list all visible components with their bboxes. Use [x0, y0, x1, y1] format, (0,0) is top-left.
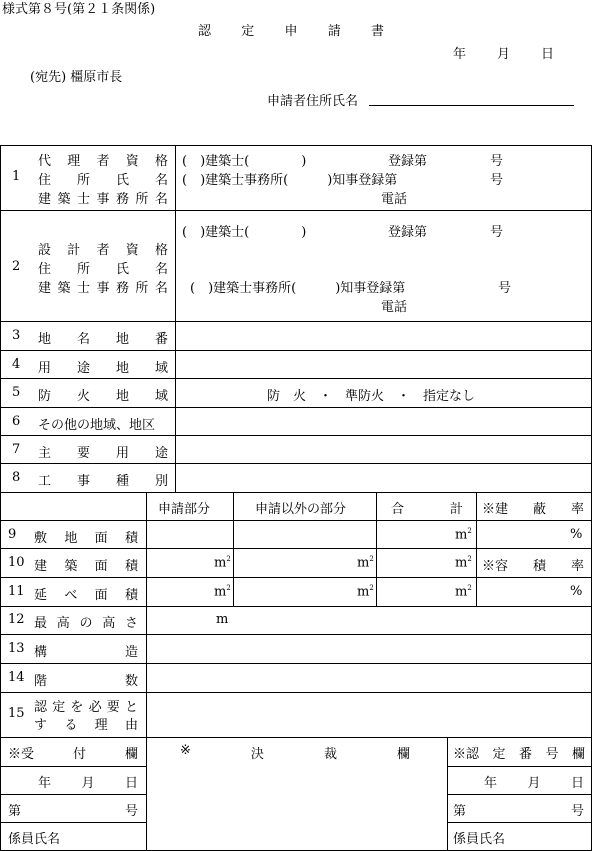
row-label	[38, 470, 168, 489]
hdr-char-4: 欄	[571, 747, 585, 762]
label-char-6: 名	[154, 281, 168, 296]
label-char-1: 途	[76, 361, 90, 376]
row-number: 7	[12, 442, 21, 457]
site-area-unit: $m^2$	[455, 527, 472, 543]
designer-office-no: 号	[498, 281, 512, 296]
hdr-char-0: ※認	[453, 747, 480, 762]
agent-office-label	[38, 188, 168, 207]
hdr-char-2: 率	[570, 502, 584, 517]
row-label: その他の地域、地区	[38, 418, 156, 433]
decision-header	[180, 743, 410, 762]
cert-staff: 係員氏名	[453, 832, 506, 847]
applicant-signature-line[interactable]	[369, 105, 574, 106]
cert-date	[484, 772, 584, 791]
row-number: 4	[12, 357, 21, 372]
date-line	[453, 43, 554, 62]
label-char-0: 認	[34, 700, 48, 715]
label-char-3: 積	[124, 588, 138, 603]
row-number: 6	[12, 414, 21, 429]
label-char-2: 地	[115, 332, 129, 347]
label-char-4: 要	[106, 700, 120, 715]
floors-label	[34, 670, 138, 689]
label-char-4: 務	[115, 192, 129, 207]
title-char-3: 請	[327, 24, 341, 39]
row-number: 5	[12, 385, 21, 400]
num-char-0: 第	[453, 804, 467, 819]
label-char-1: 数	[124, 674, 138, 689]
hdr-char-3: 号	[545, 747, 559, 762]
row-label	[38, 357, 168, 376]
label-char-0: 敷	[34, 531, 48, 546]
label-char-2: を	[70, 700, 84, 715]
label-char-3: 事	[96, 192, 110, 207]
reason-label-1	[34, 696, 138, 715]
label-char-0: ※容	[482, 559, 509, 574]
num-char-0: 第	[8, 804, 22, 819]
label-char-3: 事	[96, 281, 110, 296]
label-char-3: 途	[154, 446, 168, 461]
row-number: 9	[8, 527, 17, 542]
designer-phone-label: 電話	[381, 300, 408, 315]
date-char-0: 年	[453, 47, 467, 62]
label-char-5: 所	[135, 281, 149, 296]
num-char-1: 号	[570, 804, 584, 819]
label-char-3: 域	[154, 361, 168, 376]
label-char-0: 地	[38, 332, 52, 347]
label-char-4: さ	[124, 616, 138, 631]
label-char-2: 面	[94, 531, 108, 546]
building-applied-unit: $m^2$	[214, 555, 231, 571]
label-char-4: 務	[115, 281, 129, 296]
designer-architect-line: ( )建築士( )	[182, 225, 307, 240]
label-char-0: 最	[34, 616, 48, 631]
label-char-0: 建	[34, 559, 48, 574]
row-label	[38, 442, 168, 461]
label-char-3: 域	[154, 389, 168, 404]
label-char-0: 建	[38, 281, 52, 296]
label-char-2: 士	[76, 281, 90, 296]
designer-office-line: ( )建築士事務所( )知事登録第	[190, 281, 406, 296]
label-char-0: 防	[38, 389, 52, 404]
row-number: 15	[8, 706, 25, 721]
agent-office-line: ( )建築士事務所( )知事登録第	[182, 173, 398, 188]
applicant-label: 申請者住所氏名	[267, 94, 359, 109]
hdr-char-0: ※建	[482, 502, 509, 517]
building-area-label	[34, 555, 138, 574]
form-number: 様式第８号(第２１条関係)	[2, 2, 156, 17]
hdr-char-0: 合	[391, 502, 405, 517]
row-number: 10	[8, 555, 25, 570]
row-number: 1	[12, 169, 21, 184]
label-char-2: 氏	[115, 262, 129, 277]
hdr-char-1: 定	[492, 747, 506, 762]
label-char-2: 理	[94, 718, 108, 733]
label-char-5: 所	[135, 192, 149, 207]
max-height-unit: m	[216, 612, 229, 627]
label-char-5: と	[124, 700, 138, 715]
label-char-0: 用	[38, 361, 52, 376]
site-percent: %	[570, 527, 583, 542]
num-char-1: 号	[124, 804, 138, 819]
date-char-0: 年	[484, 776, 498, 791]
label-char-3: 別	[154, 474, 168, 489]
label-char-1: 要	[76, 446, 90, 461]
label-char-1: 名	[76, 332, 90, 347]
hdr-char-2: 番	[518, 747, 532, 762]
label-char-3: 由	[124, 718, 138, 733]
label-char-2: 地	[115, 389, 129, 404]
structure-label	[34, 641, 138, 660]
label-char-6: 名	[154, 192, 168, 207]
label-char-1: 所	[76, 262, 90, 277]
label-char-3: 必	[88, 700, 102, 715]
reception-date	[38, 772, 138, 791]
building-other-unit: $m^2$	[357, 555, 374, 571]
label-char-3: 資	[125, 154, 139, 169]
floor-area-label	[34, 584, 138, 603]
label-char-0: 主	[38, 446, 52, 461]
label-char-4: 格	[154, 154, 168, 169]
cert-number	[453, 800, 584, 819]
agent-architect-line: ( )建築士( )	[182, 154, 307, 169]
designer-office-label	[38, 277, 168, 296]
row-label	[38, 385, 168, 404]
row-number: 3	[12, 328, 21, 343]
row-number: 2	[12, 259, 21, 274]
reception-header	[8, 743, 138, 762]
label-char-3: 番	[154, 332, 168, 347]
hdr-char-0: ※受	[8, 747, 35, 762]
label-char-2: 地	[115, 361, 129, 376]
label-char-2: の	[79, 616, 93, 631]
label-char-0: 代	[38, 154, 52, 169]
label-char-1: 築	[64, 559, 78, 574]
floor-total-unit: $m^2$	[455, 584, 472, 600]
floor-applied-unit: $m^2$	[214, 584, 231, 600]
reason-label-2	[34, 714, 138, 733]
label-char-2: 面	[94, 588, 108, 603]
date-char-2: 日	[540, 47, 554, 62]
label-char-1: 所	[76, 173, 90, 188]
col-coverage	[482, 498, 584, 517]
hdr-char-1: 計	[449, 502, 463, 517]
row-number: 12	[8, 612, 25, 627]
date-char-2: 日	[570, 776, 584, 791]
label-char-2: 率	[570, 559, 584, 574]
reception-number	[8, 800, 138, 819]
label-char-3: 資	[125, 243, 139, 258]
agent-registration-no: 号	[490, 154, 504, 169]
label-char-4: 格	[154, 243, 168, 258]
page-title	[198, 20, 384, 39]
label-char-0: 工	[38, 474, 52, 489]
label-char-1: 築	[57, 192, 71, 207]
date-char-2: 日	[124, 776, 138, 791]
agent-office-no: 号	[490, 173, 504, 188]
designer-qualification-label	[38, 239, 168, 258]
label-char-1: 築	[57, 281, 71, 296]
label-char-1: る	[64, 718, 78, 733]
floor-other-unit: $m^2$	[357, 584, 374, 600]
title-char-2: 申	[284, 24, 298, 39]
label-char-2: 者	[96, 243, 110, 258]
label-char-2: 面	[94, 559, 108, 574]
label-char-2: 種	[115, 474, 129, 489]
label-char-1: 積	[532, 559, 546, 574]
label-char-0: 階	[34, 674, 48, 689]
label-char-3: 積	[124, 531, 138, 546]
building-total-unit: $m^2$	[455, 555, 472, 571]
hdr-char-2: 裁	[323, 747, 337, 762]
max-height-label	[34, 612, 138, 631]
designer-address-label	[38, 258, 168, 277]
agent-registration-label: 登録第	[388, 154, 428, 169]
col-applied: 申請部分	[158, 502, 211, 517]
cert-number-header	[453, 743, 585, 762]
label-char-1: 理	[67, 154, 81, 169]
label-char-0: 延	[34, 588, 48, 603]
label-char-3: 高	[102, 616, 116, 631]
floor-percent: %	[570, 584, 583, 599]
fire-zone-options[interactable]: 防 火 ・ 準防火 ・ 指定なし	[267, 389, 476, 404]
site-area-label	[34, 527, 138, 546]
addressee: (宛先) 橿原市長	[30, 70, 123, 85]
label-char-1: べ	[64, 588, 78, 603]
title-char-0: 認	[198, 24, 212, 39]
label-char-3: 名	[154, 262, 168, 277]
col-total	[391, 498, 463, 517]
designer-registration-no: 号	[490, 225, 504, 240]
label-char-0: 設	[38, 243, 52, 258]
hdr-char-1: 蔽	[532, 502, 546, 517]
agent-phone-label: 電話	[381, 192, 408, 207]
label-char-1: 定	[52, 700, 66, 715]
title-char-4: 書	[370, 24, 384, 39]
agent-address-label	[38, 169, 168, 188]
date-char-1: 月	[527, 776, 541, 791]
hdr-char-1: 付	[72, 747, 86, 762]
label-char-2: 氏	[115, 173, 129, 188]
label-char-0: す	[34, 718, 48, 733]
date-char-0: 年	[38, 776, 52, 791]
label-char-1: 火	[76, 389, 90, 404]
row-number: 8	[12, 470, 21, 485]
col-other: 申請以外の部分	[255, 502, 347, 517]
label-char-2: 者	[96, 154, 110, 169]
label-char-2: 士	[76, 192, 90, 207]
label-char-2: 用	[115, 446, 129, 461]
label-char-3: 積	[124, 559, 138, 574]
hdr-char-0: ※	[180, 743, 191, 758]
label-char-1: 高	[56, 616, 70, 631]
floor-area-ratio-label	[482, 555, 584, 574]
label-char-0: 構	[34, 645, 48, 660]
row-number: 11	[8, 584, 25, 599]
label-char-1: 地	[64, 531, 78, 546]
label-char-1: 事	[76, 474, 90, 489]
label-char-1: 計	[67, 243, 81, 258]
label-char-0: 住	[38, 262, 52, 277]
title-char-1: 定	[241, 24, 255, 39]
label-char-1: 造	[124, 645, 138, 660]
row-label	[38, 328, 168, 347]
designer-registration-label: 登録第	[388, 225, 428, 240]
hdr-char-1: 決	[250, 747, 264, 762]
label-char-0: 住	[38, 173, 52, 188]
hdr-char-2: 欄	[124, 747, 138, 762]
row-number: 14	[8, 670, 25, 685]
label-char-3: 名	[154, 173, 168, 188]
date-char-1: 月	[496, 47, 510, 62]
agent-qualification-label	[38, 150, 168, 169]
hdr-char-3: 欄	[396, 747, 410, 762]
reception-staff: 係員氏名	[8, 832, 61, 847]
date-char-1: 月	[81, 776, 95, 791]
row-number: 13	[8, 641, 25, 656]
label-char-0: 建	[38, 192, 52, 207]
